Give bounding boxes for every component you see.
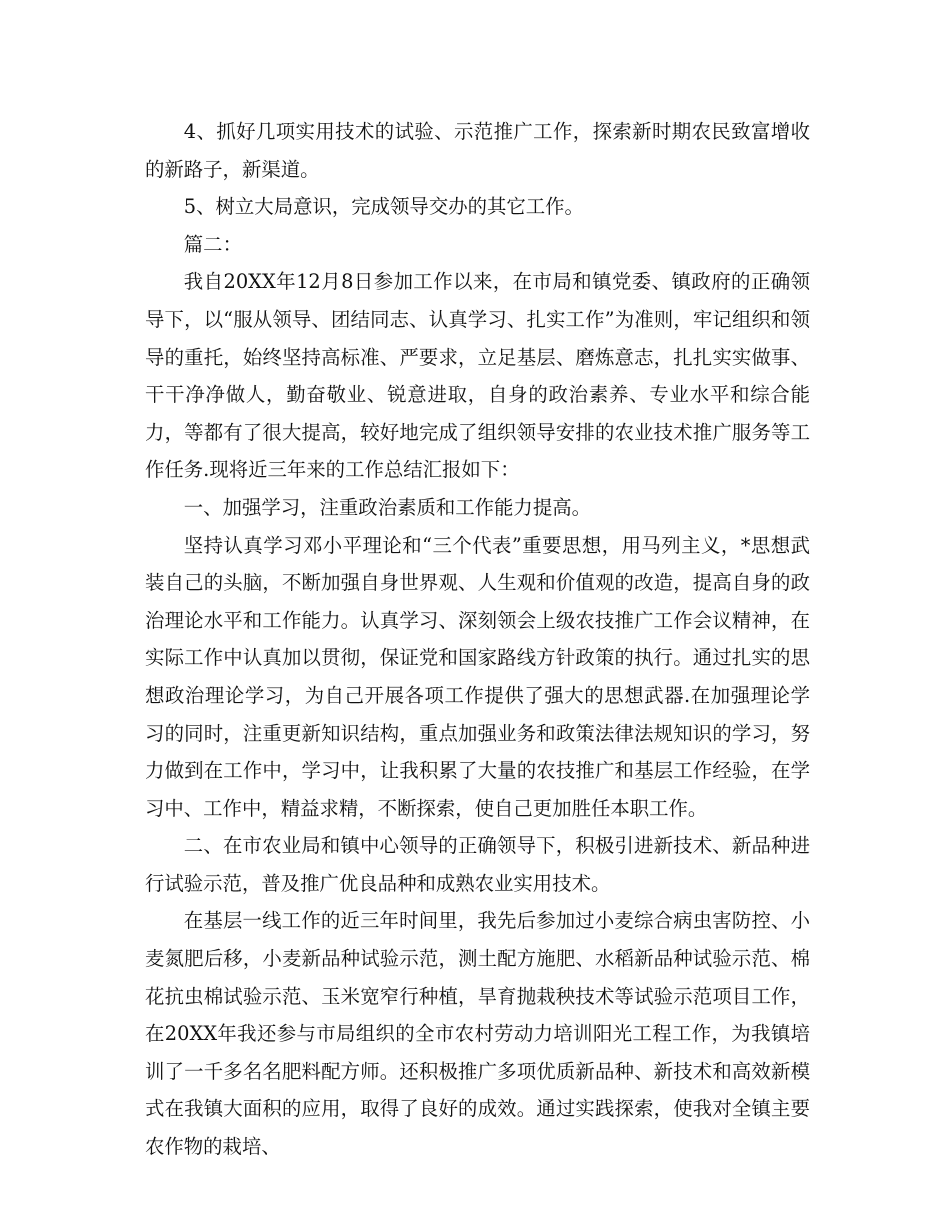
section-heading-part-two: 篇二： [183, 232, 242, 256]
paragraph-intro: 我自20XX年12月8日参加工作以来，在市局和镇党委、镇政府的正确领导下，以“服从领导、团结同志、认真学习、扎实工作”为准则，牢记组织和领导的重托，始终坚持高标准、严要求，立足基层、磨炼意志，扎扎实实做事、干干净净做人，勤奋敬业、锐意进取，自身的政治素养、专业水平和综合能力，等都有了很大提高，较好地完成了组织领导安排的农业技术推广服务等工作任务.现将近三年来的工作总结汇报如下： [145, 270, 810, 482]
section-heading-two: 二、在市农业局和镇中心领导的正确领导下，积极引进新技术、新品种进行试验示范，普及推广优良品种和成熟农业实用技术。 [145, 834, 810, 895]
paragraph-study: 坚持认真学习邓小平理论和“三个代表”重要思想，用马列主义，*思想武装自己的头脑，不断加强自身世界观、人生观和价值观的改造，提高自身的政治理论水平和工作能力。认真学习、深刻领会上级农技推广工作会议精神，在实际工作中认真加以贯彻，保证党和国家路线方针政策的执行。通过扎实的思想政治理论学习，为自己开展各项工作提供了强大的思想武器.在加强理论学习的同时，注重更新知识结构，重点加强业务和政策法律法规知识的学习，努力做到在工作中，学习中，让我积累了大量的农技推广和基层工作经验，在学习中、工作中，精益求精，不断探索，使自己更加胜任本职工作。 [145, 533, 810, 820]
paragraph-field-work: 在基层一线工作的近三年时间里，我先后参加过小麦综合病虫害防控、小麦氮肥后移，小麦新品种试验示范，测土配方施肥、水稻新品种试验示范、棉花抗虫棉试验示范、玉米宽窄行种植，旱育抛栽秧技术等试验示范项目工作，在20XX年我还参与市局组织的全市农村劳动力培训阳光工程工作，为我镇培训了一千多名名肥料配方师。还积极推广多项优质新品种、新技术和高效新模式在我镇大面积的应用，取得了良好的成效。通过实践探索，使我对全镇主要农作物的栽培、 [145, 909, 810, 1159]
paragraph-item-4: 4、抓好几项实用技术的试验、示范推广工作，探索新时期农民致富增收的新路子，新渠道。 [145, 120, 810, 181]
paragraph-item-5: 5、树立大局意识，完成领导交办的其它工作。 [183, 195, 584, 219]
section-heading-one: 一、加强学习，注重政治素质和工作能力提高。 [183, 495, 591, 519]
